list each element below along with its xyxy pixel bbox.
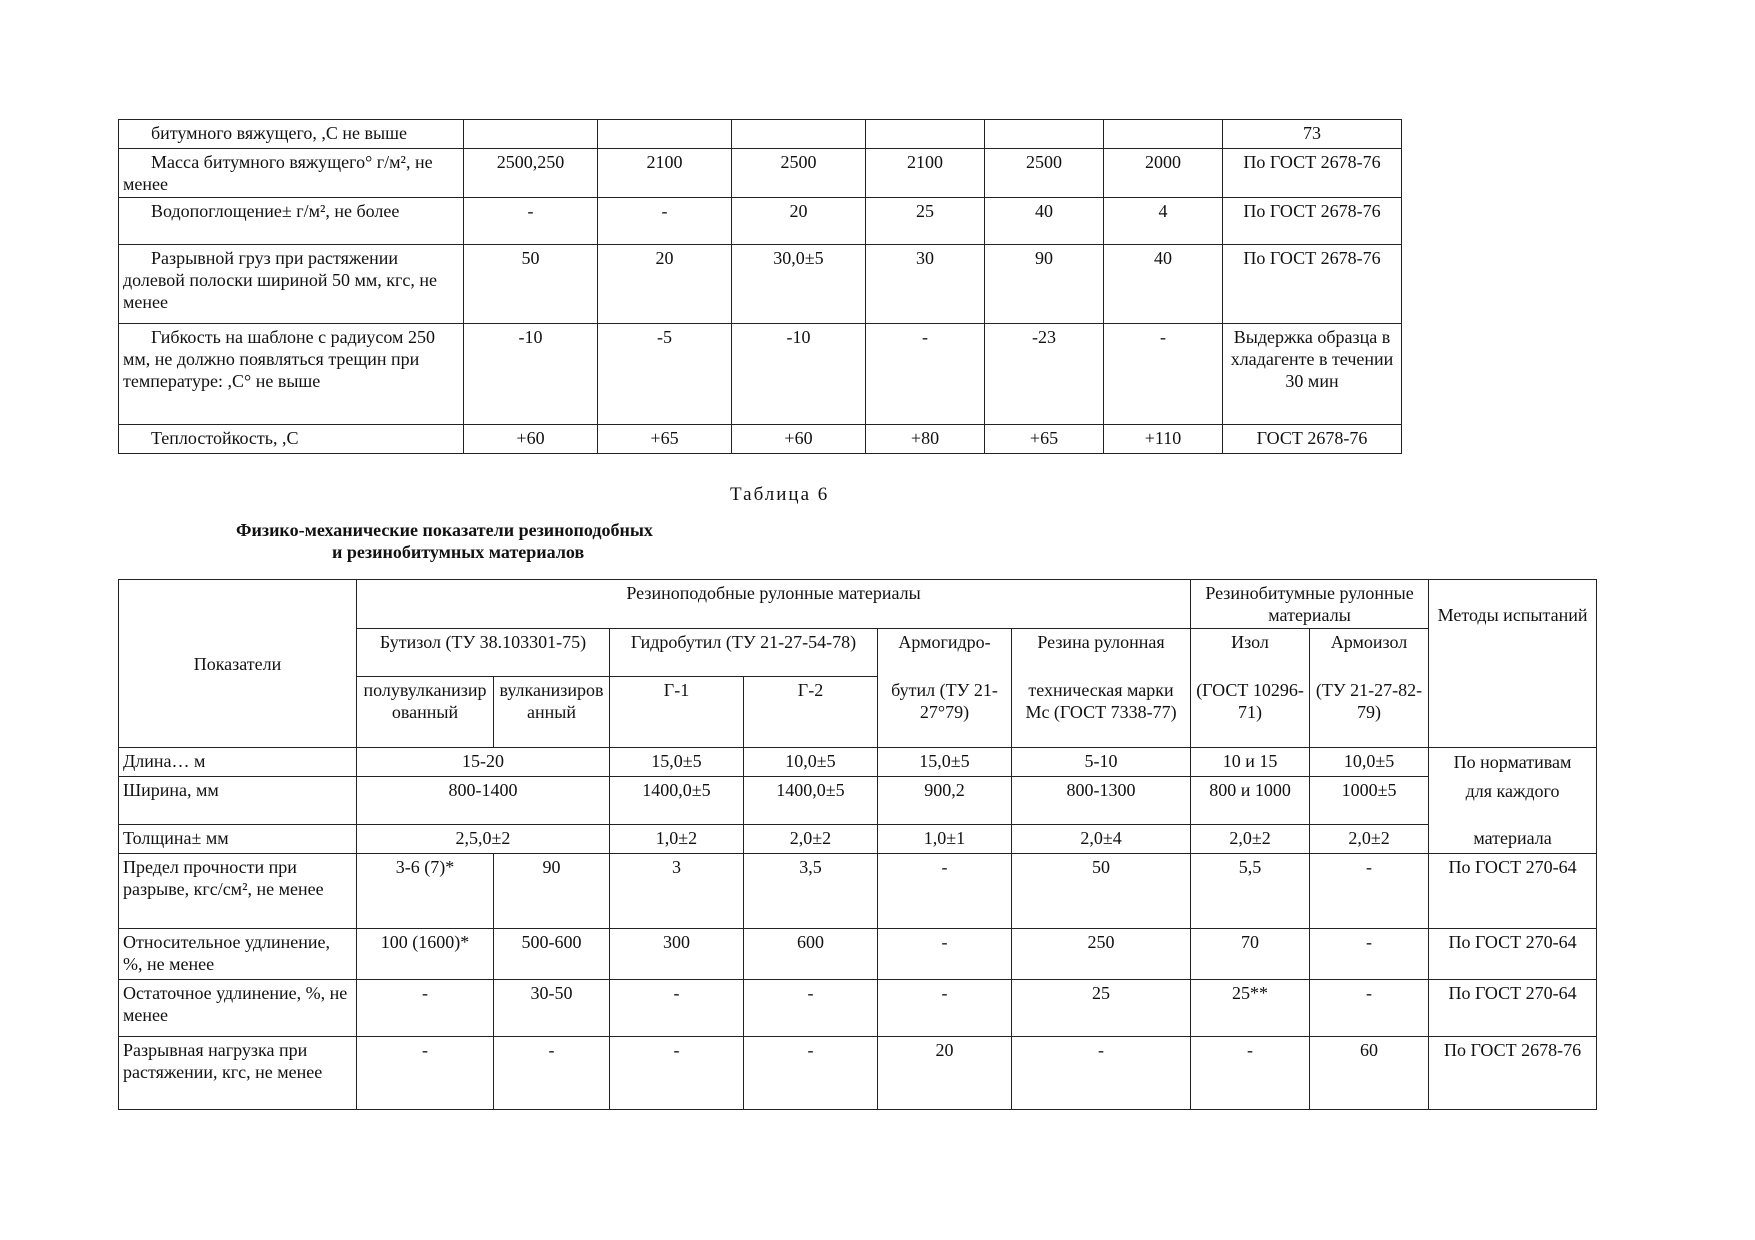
table1-cell: 40 <box>985 198 1104 245</box>
row-label: Ширина, мм <box>119 777 357 825</box>
table1-cell <box>985 120 1104 149</box>
heading-line-2: и резинобитумных материалов <box>332 542 585 562</box>
table2-cell: По ГОСТ 2678-76 <box>1429 1037 1597 1110</box>
table1-cell: По ГОСТ 2678-76 <box>1223 149 1402 198</box>
table2-row <box>119 929 1597 980</box>
table1-cell <box>732 120 866 149</box>
table2-cell: По ГОСТ 270-64 <box>1429 929 1597 980</box>
table2-cell: - <box>878 854 1012 929</box>
rubber-materials-table <box>118 579 1597 1110</box>
row-width <box>119 777 1597 825</box>
table1-row <box>119 149 1402 198</box>
row-label: Относительное удлинение, %, не менее <box>119 929 357 980</box>
table2-cell: 3-6 (7)* <box>357 854 494 929</box>
table1-cell: +65 <box>598 425 732 454</box>
table1-cell: 25 <box>866 198 985 245</box>
table-heading <box>236 519 653 563</box>
table2-cell: 90 <box>494 854 610 929</box>
cell-rezina: 2,0±4 <box>1012 825 1191 854</box>
table2-cell: 100 (1600)* <box>357 929 494 980</box>
table1-cell: - <box>1104 324 1223 425</box>
header-semi-vulcanized: полувулканизированный <box>357 677 494 748</box>
table1-cell: +80 <box>866 425 985 454</box>
header-armogidro-bottom: бутил (ТУ 21-27°79) <box>878 677 1012 748</box>
header-methods: Методы испытаний <box>1429 580 1597 748</box>
table1-cell <box>598 120 732 149</box>
table1-cell: 2500 <box>732 149 866 198</box>
table1-cell: 2100 <box>598 149 732 198</box>
cell-g2: 2,0±2 <box>744 825 878 854</box>
table2-cell: 5,5 <box>1191 854 1310 929</box>
table1-cell: -10 <box>464 324 598 425</box>
table1-row <box>119 120 1402 149</box>
table1-cell: 2000 <box>1104 149 1223 198</box>
table1-cell: 30,0±5 <box>732 245 866 324</box>
cell-g1: 15,0±5 <box>610 748 744 777</box>
table2-cell: 500-600 <box>494 929 610 980</box>
row-thickness <box>119 825 1597 854</box>
cell-butizol: 800-1400 <box>357 777 610 825</box>
header-rezina-bottom: техническая марки Мс (ГОСТ 7338-77) <box>1012 677 1191 748</box>
row-label: Разрывная нагрузка при растяжении, кгс, не менее <box>119 1037 357 1110</box>
table2-cell: По ГОСТ 270-64 <box>1429 854 1597 929</box>
method-line-2: для каждого <box>1465 781 1560 801</box>
table2-cell: - <box>744 980 878 1037</box>
header-row-1 <box>119 580 1597 629</box>
header-gidrobutil: Гидробутил (ТУ 21-27-54-78) <box>610 629 878 677</box>
table2-cell: - <box>357 1037 494 1110</box>
table-caption: Таблица 6 <box>730 484 830 505</box>
cell-armogidro: 900,2 <box>878 777 1012 825</box>
table2-cell: - <box>610 980 744 1037</box>
cell-armoizol: 10,0±5 <box>1310 748 1429 777</box>
table2-cell: - <box>1310 929 1429 980</box>
table1-row <box>119 425 1402 454</box>
heading-line-1: Физико-механические показатели резиноподобных <box>236 520 653 540</box>
table1-cell <box>866 120 985 149</box>
table1-row <box>119 245 1402 324</box>
table2-cell: 20 <box>878 1037 1012 1110</box>
cell-butizol: 2,5,0±2 <box>357 825 610 854</box>
header-g1: Г-1 <box>610 677 744 748</box>
table2-cell: - <box>1191 1037 1310 1110</box>
row-label: Остаточное удлинение, %, не менее <box>119 980 357 1037</box>
table1-cell: Выдержка образца в хладагенте в течении 30 мин <box>1223 324 1402 425</box>
cell-g1: 1400,0±5 <box>610 777 744 825</box>
table1-cell: 20 <box>598 245 732 324</box>
table2-cell: 3 <box>610 854 744 929</box>
cell-methods-norms <box>1429 748 1597 854</box>
cell-armoizol: 1000±5 <box>1310 777 1429 825</box>
header-indicators: Показатели <box>119 580 357 748</box>
table2-cell: - <box>878 980 1012 1037</box>
table2-cell: 50 <box>1012 854 1191 929</box>
table1-cell: 2500,250 <box>464 149 598 198</box>
table2-cell: - <box>1310 980 1429 1037</box>
table2-cell: 25 <box>1012 980 1191 1037</box>
table1-cell: +60 <box>464 425 598 454</box>
cell-rezina: 800-1300 <box>1012 777 1191 825</box>
table1-cell: По ГОСТ 2678-76 <box>1223 198 1402 245</box>
cell-g2: 1400,0±5 <box>744 777 878 825</box>
header-armogidro-top: Армогидро- <box>878 629 1012 677</box>
cell-g2: 10,0±5 <box>744 748 878 777</box>
cell-armoizol: 2,0±2 <box>1310 825 1429 854</box>
header-rubberlike: Резиноподобные рулонные материалы <box>357 580 1191 629</box>
table1-cell: ГОСТ 2678-76 <box>1223 425 1402 454</box>
table1-cell: -5 <box>598 324 732 425</box>
header-butizol: Бутизол (ТУ 38.103301-75) <box>357 629 610 677</box>
table1-cell: 50 <box>464 245 598 324</box>
row-label: Гибкость на шаблоне с радиусом 250 мм, не должно появляться трещин при температуре: ,С° не выше <box>119 324 464 425</box>
table2-cell: 3,5 <box>744 854 878 929</box>
table1-cell: По ГОСТ 2678-76 <box>1223 245 1402 324</box>
row-label: Толщина± мм <box>119 825 357 854</box>
table2-cell: 25** <box>1191 980 1310 1037</box>
table2-cell: - <box>1310 854 1429 929</box>
table2-row <box>119 1037 1597 1110</box>
method-line-1: По нормативам <box>1453 752 1572 772</box>
row-label: Теплостойкость, ,С <box>119 425 464 454</box>
header-armoizol-top: Армоизол <box>1310 629 1429 677</box>
table2-cell: - <box>878 929 1012 980</box>
table1-row <box>119 324 1402 425</box>
properties-table-continued <box>118 119 1402 454</box>
table2-cell: - <box>494 1037 610 1110</box>
table1-cell <box>464 120 598 149</box>
header-armoizol-bottom: (ТУ 21-27-82-79) <box>1310 677 1429 748</box>
header-izol-bottom: (ГОСТ 10296-71) <box>1191 677 1310 748</box>
table1-cell: 40 <box>1104 245 1223 324</box>
table1-cell: +65 <box>985 425 1104 454</box>
table2-cell: - <box>610 1037 744 1110</box>
row-label: Водопоглощение± г/м², не более <box>119 198 464 245</box>
table1-cell: -10 <box>732 324 866 425</box>
table1-cell: +110 <box>1104 425 1223 454</box>
table1-cell: 2100 <box>866 149 985 198</box>
table1-cell: - <box>866 324 985 425</box>
row-label: Масса битумного вяжущего° г/м², не менее <box>119 149 464 198</box>
table1-row <box>119 198 1402 245</box>
cell-izol: 10 и 15 <box>1191 748 1310 777</box>
row-length <box>119 748 1597 777</box>
table2-cell: 600 <box>744 929 878 980</box>
header-izol-top: Изол <box>1191 629 1310 677</box>
cell-g1: 1,0±2 <box>610 825 744 854</box>
row-label: Длина… м <box>119 748 357 777</box>
table2-cell: 250 <box>1012 929 1191 980</box>
cell-izol: 800 и 1000 <box>1191 777 1310 825</box>
row-label: битумного вяжущего, ,С не выше <box>119 120 464 149</box>
table1-cell: - <box>598 198 732 245</box>
table2-cell: - <box>1012 1037 1191 1110</box>
table1-cell <box>1104 120 1223 149</box>
table1-cell: +60 <box>732 425 866 454</box>
table1-cell: -23 <box>985 324 1104 425</box>
table1-cell: - <box>464 198 598 245</box>
table2-cell: По ГОСТ 270-64 <box>1429 980 1597 1037</box>
cell-armogidro: 15,0±5 <box>878 748 1012 777</box>
cell-butizol: 15-20 <box>357 748 610 777</box>
table2-row <box>119 980 1597 1037</box>
table2-cell: - <box>357 980 494 1037</box>
table1-cell: 2500 <box>985 149 1104 198</box>
table2-row <box>119 854 1597 929</box>
header-vulcanized: вулканизированный <box>494 677 610 748</box>
table2-cell: - <box>744 1037 878 1110</box>
table1-cell: 90 <box>985 245 1104 324</box>
table2-cell: 300 <box>610 929 744 980</box>
table1-cell: 4 <box>1104 198 1223 245</box>
method-line-3: материала <box>1473 828 1552 848</box>
table2-cell: 30-50 <box>494 980 610 1037</box>
cell-rezina: 5-10 <box>1012 748 1191 777</box>
header-rezina-top: Резина рулонная <box>1012 629 1191 677</box>
header-g2: Г-2 <box>744 677 878 748</box>
cell-izol: 2,0±2 <box>1191 825 1310 854</box>
table2-cell: 70 <box>1191 929 1310 980</box>
row-label: Разрывной груз при растяжении долевой полоски шириной 50 мм, кгс, не менее <box>119 245 464 324</box>
table1-cell: 20 <box>732 198 866 245</box>
header-rubberbitumen: Резинобитумные рулонные материалы <box>1191 580 1429 629</box>
table1-cell: 73 <box>1223 120 1402 149</box>
table2-cell: 60 <box>1310 1037 1429 1110</box>
cell-armogidro: 1,0±1 <box>878 825 1012 854</box>
row-label: Предел прочности при разрыве, кгс/см², не менее <box>119 854 357 929</box>
table1-cell: 30 <box>866 245 985 324</box>
